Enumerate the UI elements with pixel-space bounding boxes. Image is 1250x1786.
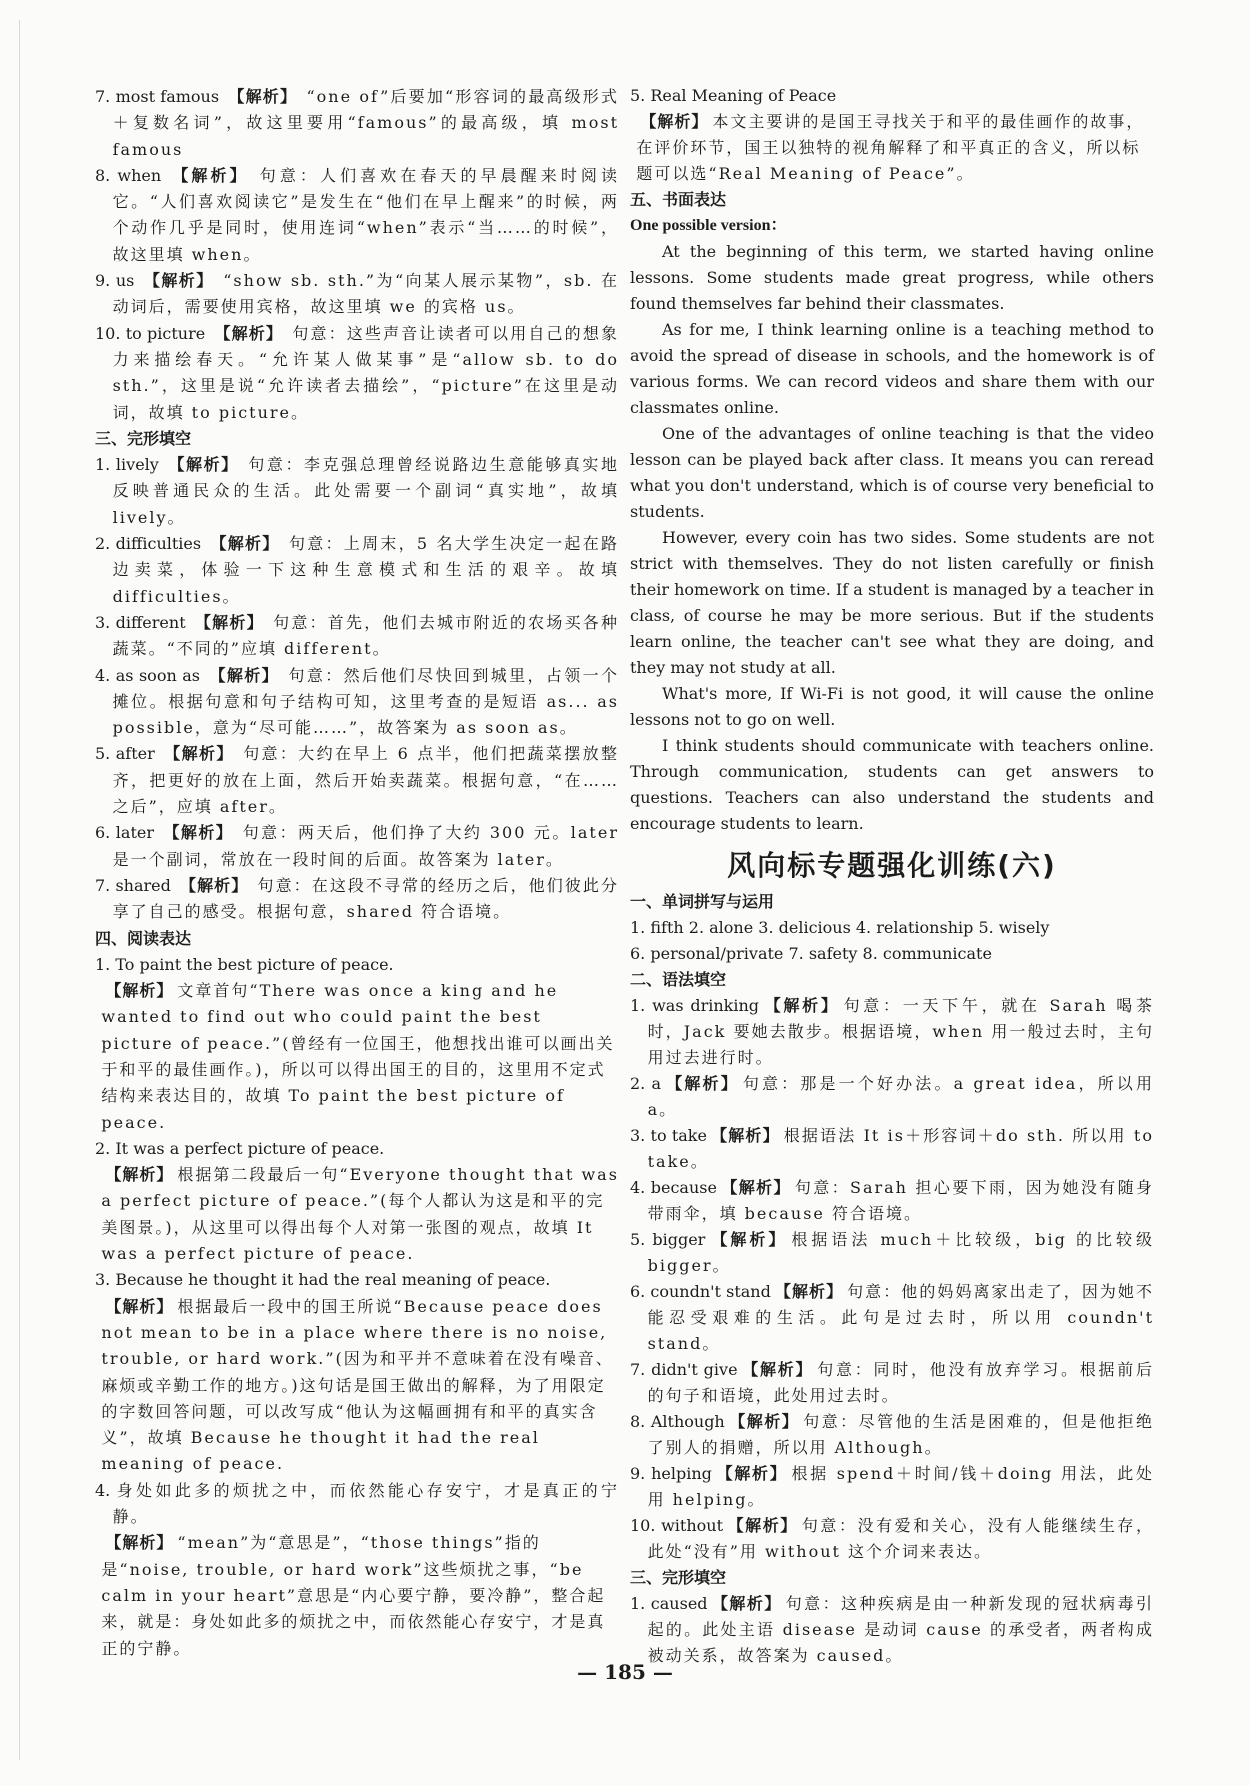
item-answer: us bbox=[115, 271, 135, 291]
item-answer: Although bbox=[650, 1412, 725, 1431]
item-answer: to picture bbox=[125, 323, 206, 343]
answer-item bbox=[630, 1409, 1154, 1461]
item-explanation: 句意：李克强总理曾经说路边生意能够真实地反映普通民众的生活。此处需要一个副词“真实地”，故填 lively。 bbox=[112, 455, 619, 527]
item-number: 6. bbox=[630, 1282, 646, 1301]
item-answer: 身处如此多的烦扰之中，而依然能心存安宁，才是真正的宁静。 bbox=[112, 1480, 619, 1527]
item-number: 6. bbox=[95, 823, 111, 843]
left-column bbox=[95, 84, 619, 1662]
item-number: 5. bbox=[630, 86, 646, 105]
analysis-tag: 【解析】 bbox=[214, 323, 284, 343]
essay-paragraph: At the beginning of this term, we started having online lessons. Some students made great progress, while others found themselves far behind their classmates. bbox=[630, 242, 1154, 313]
reading-item bbox=[630, 83, 1154, 187]
analysis-tag: 【解析】 bbox=[105, 1296, 174, 1316]
analysis-tag: 【解析】 bbox=[210, 534, 280, 554]
item-number: 1. bbox=[630, 1594, 646, 1613]
word-answers-line: 6. personal/private 7. safety 8. communicate bbox=[630, 944, 992, 963]
analysis-tag: 【解析】 bbox=[163, 823, 234, 843]
analysis-tag: 【解析】 bbox=[720, 1178, 791, 1197]
item-explanation: 句意：首先，他们去城市附近的农场买各种蔬菜。“不同的”应填 different。 bbox=[112, 612, 619, 659]
essay-paragraph: What's more, If Wi-Fi is not good, it will cause the online lessons not to go on well. bbox=[630, 684, 1154, 729]
answer-item bbox=[630, 993, 1154, 1071]
analysis-tag: 【解析】 bbox=[774, 1282, 844, 1301]
essay-paragraph: However, every coin has two sides. Some students are not strict with themselves. They do not listen carefully or finish their homework on time. If a student is managed by a teacher in class, of course he may be more serious. But if the students learn online, the teacher can't see what they are doing, and they may not study at all. bbox=[630, 528, 1154, 677]
item-explanation: “one of”后要加“形容词的最高级形式＋复数名词”，故这里要用“famous”的最高级，填 most famous bbox=[112, 87, 619, 159]
section-heading: 五、书面表达 bbox=[630, 190, 727, 209]
answer-item bbox=[95, 741, 619, 820]
reading-item bbox=[95, 1478, 619, 1662]
item-explanation: 句意：这些声音让读者可以用自己的想象力来描绘春天。“允许某人做某事”是“allow sb. to do sth.”，这里是说“允许读者去描绘”，“picture”在这里是动词，故填 to picture。 bbox=[112, 323, 619, 422]
item-number: 1. bbox=[95, 954, 111, 974]
essay-paragraph: One of the advantages of online teaching is that the video lesson can be played back after class. It means you can reread what you don't understand, which is of course very beneficial to students. bbox=[630, 424, 1154, 521]
sample-essay bbox=[630, 239, 1154, 837]
item-number: 8. bbox=[95, 165, 111, 185]
item-answer: Because he thought it had the real meaning of peace. bbox=[115, 1270, 551, 1290]
reading-item bbox=[95, 1267, 619, 1477]
answer-item bbox=[95, 663, 619, 742]
item-explanation: 句意：Sarah 担心要下雨，因为她没有随身带雨伞，填 because 符合语境。 bbox=[647, 1178, 1154, 1223]
item-number: 5. bbox=[95, 744, 111, 764]
answer-item bbox=[95, 531, 619, 610]
analysis-tag: 【解析】 bbox=[168, 455, 239, 475]
answer-item bbox=[95, 820, 619, 873]
answer-item bbox=[95, 268, 619, 321]
answer-item bbox=[95, 610, 619, 663]
unit-title: 风向标专题强化训练(六) bbox=[727, 849, 1057, 882]
item-number: 1. bbox=[95, 455, 111, 475]
section-heading: 一、单词拼写与运用 bbox=[630, 892, 775, 911]
item-answer: a bbox=[651, 1074, 662, 1093]
answer-item bbox=[630, 1175, 1154, 1227]
item-number: 2. bbox=[630, 1074, 646, 1093]
answer-item bbox=[95, 873, 619, 926]
analysis-tag: 【解析】 bbox=[209, 665, 280, 685]
answer-item bbox=[95, 321, 619, 426]
answer-item bbox=[95, 452, 619, 531]
item-explanation: 句意：尽管他的生活是困难的，但是他拒绝了别人的捐赠，所以用 Although。 bbox=[647, 1412, 1154, 1457]
item-answer: Real Meaning of Peace bbox=[650, 86, 837, 105]
item-answer: as soon as bbox=[115, 665, 200, 685]
item-explanation: 句意：没有爱和关心，没有人能继续生存，此处“没有”用 without 这个介词来表达。 bbox=[647, 1516, 1154, 1561]
item-answer: helping bbox=[651, 1464, 712, 1483]
analysis-tag: 【解析】 bbox=[194, 612, 264, 632]
item-answer: didn't give bbox=[651, 1360, 738, 1379]
answer-item bbox=[630, 1461, 1154, 1513]
item-answer: different bbox=[115, 612, 186, 632]
essay-paragraph: As for me, I think learning online is a teaching method to avoid the spread of disease in schools, and the homework is of various forms. We can record videos and share them with our classmates online. bbox=[630, 320, 1154, 417]
item-explanation: 句意：人们喜欢在春天的早晨醒来时阅读它。“人们喜欢阅读它”是发生在“他们在早上醒来”的时候，两个动作几乎是同时，使用连词“when”表示“当……的时候”，故这里填 when。 bbox=[112, 165, 619, 264]
item-explanation: “mean”为“意思是”，“those things”指的是“noise, trouble, or hard work”这些烦扰之事，“be calm in your heart”意思是“内心要宁静，要冷静”，整合起来，就是：身处如此多的烦扰之中，而依然能心存安宁，才是真正的宁静。 bbox=[101, 1533, 606, 1658]
answer-item bbox=[630, 1227, 1154, 1279]
item-explanation: 句意：上周末，5 名大学生决定一起在路边卖菜，体验一下这种生意模式和生活的艰辛。故填 difficulties。 bbox=[112, 534, 619, 606]
answer-item bbox=[630, 1591, 1154, 1669]
item-number: 5. bbox=[630, 1230, 646, 1249]
item-answer: to take bbox=[650, 1126, 707, 1145]
analysis-tag: 【解析】 bbox=[105, 1533, 174, 1553]
page-number: — 185 — bbox=[577, 1660, 673, 1684]
analysis-tag: 【解析】 bbox=[105, 981, 174, 1001]
item-explanation: 根据 spend＋时间/钱＋doing 用法，此处用 helping。 bbox=[647, 1464, 1154, 1509]
item-answer: shared bbox=[115, 875, 171, 895]
item-answer: most famous bbox=[115, 87, 220, 106]
page-edge-line bbox=[19, 20, 20, 1760]
analysis-tag: 【解析】 bbox=[228, 87, 298, 106]
item-number: 8. bbox=[630, 1412, 646, 1431]
item-number: 4. bbox=[95, 665, 111, 685]
item-number: 10. bbox=[630, 1516, 656, 1535]
essay-label: One possible version： bbox=[630, 217, 787, 234]
analysis-tag: 【解析】 bbox=[710, 1126, 780, 1145]
item-number: 10. bbox=[95, 323, 121, 343]
item-number: 7. bbox=[630, 1360, 646, 1379]
item-number: 3. bbox=[95, 1270, 111, 1290]
analysis-tag: 【解析】 bbox=[105, 1165, 174, 1185]
item-number: 7. bbox=[95, 875, 111, 895]
answer-item bbox=[95, 84, 619, 163]
item-explanation: 句意：同时，他没有放弃学习。根据前后的句子和语境，此处用过去时。 bbox=[647, 1360, 1154, 1405]
item-explanation: 根据语法 It is＋形容词＋do sth. 所以用 to take。 bbox=[647, 1126, 1154, 1171]
item-explanation: 句意：然后他们尽快回到城里，占领一个摊位。根据句意和句子结构可知，这里考查的是短语 as... as possible，意为“尽可能……”，故答案为 as soon as。 bbox=[112, 665, 620, 738]
item-number: 9. bbox=[95, 271, 111, 291]
item-answer: bigger bbox=[652, 1230, 706, 1249]
item-answer: difficulties bbox=[115, 534, 202, 554]
analysis-tag: 【解析】 bbox=[143, 271, 214, 291]
item-number: 7. bbox=[95, 87, 111, 106]
item-explanation: 句意：一天下午，就在 Sarah 喝茶时，Jack 要她去散步。根据语境，when 用一般过去时，主句用过去进行时。 bbox=[647, 996, 1155, 1067]
item-explanation: 根据语法 much＋比较级，big 的比较级 bigger。 bbox=[647, 1230, 1154, 1275]
analysis-tag: 【解析】 bbox=[164, 744, 234, 764]
item-answer: It was a perfect picture of peace. bbox=[115, 1138, 385, 1158]
analysis-tag: 【解析】 bbox=[640, 112, 709, 131]
answer-item bbox=[630, 1071, 1154, 1123]
item-number: 3. bbox=[630, 1126, 646, 1145]
item-answer: To paint the best picture of peace. bbox=[115, 954, 394, 974]
analysis-tag: 【解析】 bbox=[172, 165, 249, 185]
item-number: 2. bbox=[95, 534, 111, 554]
item-answer: caused bbox=[650, 1594, 708, 1613]
item-explanation: 句意：他的妈妈离家出走了，因为她不能忍受艰难的生活。此句是过去时，所以用 coundn't stand。 bbox=[647, 1282, 1154, 1353]
section-heading: 四、阅读表达 bbox=[95, 928, 192, 948]
analysis-tag: 【解析】 bbox=[665, 1074, 739, 1093]
answer-item bbox=[630, 1357, 1154, 1409]
item-answer: coundn't stand bbox=[650, 1282, 771, 1301]
reading-item bbox=[95, 952, 619, 1136]
analysis-tag: 【解析】 bbox=[715, 1464, 788, 1483]
item-answer: was drinking bbox=[652, 996, 759, 1015]
answer-item bbox=[630, 1513, 1154, 1565]
section-heading: 三、完形填空 bbox=[630, 1568, 727, 1587]
item-number: 3. bbox=[95, 612, 111, 632]
item-explanation: 句意：在这段不寻常的经历之后，他们彼此分享了自己的感受。根据句意，shared 符合语境。 bbox=[112, 875, 619, 922]
item-answer: without bbox=[661, 1516, 724, 1535]
analysis-tag: 【解析】 bbox=[180, 875, 249, 895]
analysis-tag: 【解析】 bbox=[763, 996, 840, 1015]
page-number-value: 185 bbox=[604, 1660, 646, 1684]
analysis-tag: 【解析】 bbox=[728, 1412, 800, 1431]
analysis-tag: 【解析】 bbox=[709, 1230, 788, 1249]
right-column bbox=[630, 83, 1154, 1669]
analysis-tag: 【解析】 bbox=[741, 1360, 814, 1379]
item-answer: lively bbox=[115, 455, 159, 475]
answer-item bbox=[630, 1123, 1154, 1175]
item-explanation: 句意：两天后，他们挣了大约 300 元。later 是一个副词，常放在一段时间的后面。故答案为 later。 bbox=[112, 823, 619, 869]
section-heading: 三、完形填空 bbox=[95, 428, 192, 448]
item-number: 9. bbox=[630, 1464, 646, 1483]
item-explanation: 文章首句“There was once a king and he wanted to find out who could paint the best picture of peace.”(曾经有一位国王，他想找出谁可以画出关于和平的最佳画作。)，所以可以得出国王的目的，这里用不定式结构来表达目的，故填 To paint the best picture of peace. bbox=[101, 981, 615, 1132]
item-answer: when bbox=[117, 165, 162, 185]
word-answers-line: 1. fifth 2. alone 3. delicious 4. relationship 5. wisely bbox=[630, 918, 1050, 937]
section-heading: 二、语法填空 bbox=[630, 970, 727, 989]
reading-item bbox=[95, 1136, 619, 1267]
answer-item bbox=[630, 1279, 1154, 1357]
essay-paragraph: I think students should communicate with teachers online. Through communication, students can get answers to questions. Teachers can also understand the students and encourage students to learn. bbox=[630, 736, 1154, 833]
item-number: 2. bbox=[95, 1138, 111, 1158]
item-explanation: “show sb. sth.”为“向某人展示某物”，sb. 在动词后，需要使用宾格，故这里填 we 的宾格 us。 bbox=[112, 271, 619, 317]
item-explanation: 句意：大约在早上 6 点半，他们把蔬菜摆放整齐，把更好的放在上面，然后开始卖蔬菜。根据句意，“在……之后”，应填 after。 bbox=[112, 744, 619, 817]
item-number: 4. bbox=[630, 1178, 646, 1197]
answer-item bbox=[95, 163, 619, 268]
item-explanation: 句意：这种疾病是由一种新发现的冠状病毒引起的。此处主语 disease 是动词 cause 的承受者，两者构成被动关系，故答案为 caused。 bbox=[647, 1594, 1154, 1665]
item-explanation: 句意：那是一个好办法。a great idea，所以用 a。 bbox=[647, 1074, 1154, 1119]
analysis-tag: 【解析】 bbox=[711, 1594, 782, 1613]
analysis-tag: 【解析】 bbox=[727, 1516, 798, 1535]
item-answer: after bbox=[115, 744, 155, 764]
item-number: 1. bbox=[630, 996, 646, 1015]
item-number: 4. bbox=[95, 1480, 111, 1500]
item-explanation: 根据最后一段中的国王所说“Because peace does not mean to be in a place where there is no noise, trouble, or hard work.”(因为和平并不意味着在没有噪音、麻烦或辛勤工作的地方。)这句话是国王做出的解释，为了用限定的字数回答问题，可以改写成“他认为这幅画拥有和平的真实含义”，故填 Because he thought it had the real meaning of peace. bbox=[101, 1296, 614, 1474]
item-answer: later bbox=[115, 823, 154, 843]
item-explanation: 根据第二段最后一句“Everyone thought that was a perfect picture of peace.”(每个人都认为这是和平的完美图景。)，从这里可以得出每个人对第一张图的观点，故填 It was a perfect picture of peace. bbox=[101, 1165, 619, 1264]
item-answer: because bbox=[650, 1178, 717, 1197]
item-explanation: 本文主要讲的是国王寻找关于和平的最佳画作的故事，在评价环节，国王以独特的视角解释了和平真正的含义，所以标题可以选“Real Meaning of Peace”。 bbox=[636, 112, 1145, 183]
